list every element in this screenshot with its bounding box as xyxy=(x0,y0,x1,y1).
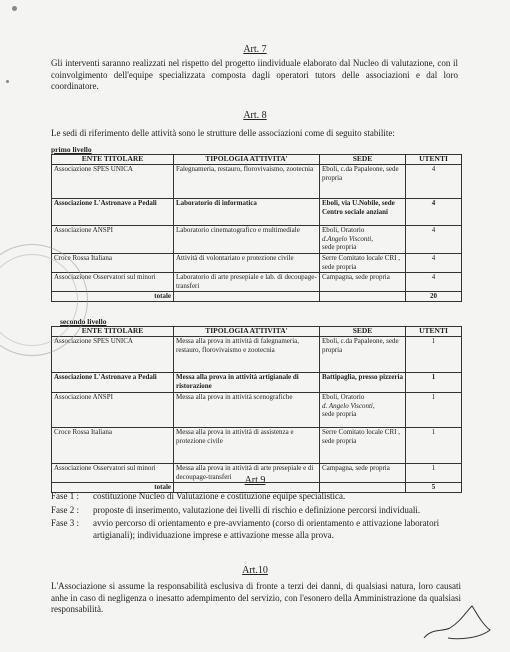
table-secondo-livello xyxy=(51,326,462,493)
cell-tipologia: Attività di volontariato e protezione civile xyxy=(174,254,320,273)
cell-utenti: 4 xyxy=(406,199,462,226)
art9-title: Art.9 xyxy=(244,475,266,486)
art10-title: Art.10 xyxy=(242,565,268,576)
cell-tipologia: Laboratorio cinematografico e multimediale xyxy=(174,226,320,254)
cell-utenti: 1 xyxy=(406,464,462,483)
col-header-ente: ENTE TITOLARE xyxy=(52,155,174,165)
cell-tipologia: Messa alla prova in attività scenografiche xyxy=(174,393,320,428)
table-row xyxy=(52,273,462,292)
table-header-row xyxy=(52,327,462,337)
cell-utenti: 4 xyxy=(406,165,462,199)
art8-intro: Le sedi di riferimento delle attività sono le strutture delle associazioni come di seguito stabilite: xyxy=(51,128,395,138)
fase-item xyxy=(51,505,471,517)
table-header-row xyxy=(52,155,462,165)
col-header-utenti: UTENTI xyxy=(406,155,462,165)
col-header-tipologia: TIPOLOGIA ATTIVITA' xyxy=(174,155,320,165)
fase-item xyxy=(51,518,471,541)
cell-tipologia: Messa alla prova in attività di assistenza e protezione civile xyxy=(174,428,320,464)
table-row xyxy=(52,337,462,373)
cell-ente: Associazione Osservatori sul minori xyxy=(52,464,174,483)
sede-tail: sede propria xyxy=(322,243,357,252)
cell-ente: Associazione ANSPI xyxy=(52,393,174,428)
col-header-tipologia: TIPOLOGIA ATTIVITA' xyxy=(174,327,320,337)
cell-sede: Campagna, sede propria xyxy=(320,464,406,483)
sede-italic: d.Angelo Visconti, xyxy=(322,234,373,243)
art8-title: Art. 8 xyxy=(243,110,267,121)
cell-utenti: 1 xyxy=(406,428,462,464)
cell-ente: Associazione Osservatori sul minori xyxy=(52,273,174,292)
cell-sede: Serre Comitato locale CRI , sede propria xyxy=(320,428,406,464)
cell-ente: Associazione L'Astronave a Pedali xyxy=(52,199,174,226)
cell-tipologia: Falegnameria, restauro, florovivaismo, zootecnia xyxy=(174,165,320,199)
fase-item xyxy=(51,491,471,503)
level2-label: secondo livello xyxy=(60,317,107,326)
sede-tail: sede propria xyxy=(322,410,357,419)
fasi-list xyxy=(51,491,471,541)
cell-utenti: 1 xyxy=(406,393,462,428)
cell-sede: Campagna, sede propria xyxy=(320,273,406,292)
fase-label: Fase 2 : xyxy=(51,504,79,515)
cell-tipologia: Messa alla prova in attività di arte presepiale e di decoupage-transferi xyxy=(174,464,320,483)
col-header-ente: ENTE TITOLARE xyxy=(52,327,174,337)
cell-utenti: 4 xyxy=(406,254,462,273)
table-row xyxy=(52,254,462,273)
table-primo-livello xyxy=(51,154,462,302)
cell-utenti: 4 xyxy=(406,226,462,254)
sede-plain: Eboli, Oratorio xyxy=(322,226,365,234)
art7-paragraph: Gli interventi saranno realizzati nel rispetto del progetto iindividuale elaborato dal Nucleo di valutazione, con il coinvolgimento dell'equipe specializzata composta dagli operatori tutors delle associazioni e dal loro coordinatore. xyxy=(51,58,458,91)
cell-sede: Eboli, c.da Papaleone, sede propria xyxy=(320,337,406,373)
cell-sede: Battipaglia, presso pizzeria xyxy=(320,373,406,393)
sede-italic: d. Angelo Visconti, xyxy=(322,401,375,410)
empty-cell xyxy=(174,292,320,302)
col-header-utenti: UTENTI xyxy=(406,327,462,337)
cell-sede: Eboli, via U.Nobile, sede Centro sociale anziani xyxy=(320,199,406,226)
cell-tipologia: Laboratorio di arte presepiale e lab. di decoupage-transferi xyxy=(174,273,320,292)
table-row xyxy=(52,226,462,254)
fase-label: Fase 3 : xyxy=(51,518,79,528)
art10-paragraph: L'Associazione si assume la responsabilità esclusiva di fronte a terzi dei danni, di qualsiasi natura, loro causati anhe in caso di negligenza o inesatto adempimento del servizio, con l'esonero della Amministrazione da qualsiasi responsabilità. xyxy=(51,581,461,614)
fase-label: Fase 1 : xyxy=(51,491,79,501)
col-header-sede: SEDE xyxy=(320,327,406,337)
cell-ente: Associazione L'Astronave a Pedali xyxy=(52,373,174,393)
level1-label: primo livello xyxy=(51,145,92,154)
cell-ente: Associazione SPES UNICA xyxy=(52,337,174,373)
total-label: totale xyxy=(52,292,174,302)
art7-title: Art. 7 xyxy=(243,44,267,55)
scan-speck-icon xyxy=(6,80,9,83)
cell-sede: Eboli, c.da Papaleone, sede propria xyxy=(320,165,406,199)
sede-plain: Eboli, Oratorio xyxy=(322,393,365,401)
cell-tipologia: Laboratorio di informatica xyxy=(174,199,320,226)
total-label: totale xyxy=(52,483,174,493)
total-value: 20 xyxy=(406,292,462,302)
table-row xyxy=(52,199,462,226)
table-total-row xyxy=(52,292,462,302)
col-header-sede: SEDE xyxy=(320,155,406,165)
table-row xyxy=(52,373,462,393)
fase-text: proposte di inserimento, valutazione dei livelli di rischio e definizione percorsi individuali. xyxy=(93,504,421,515)
fase-text: costituzione Nucleo di Valutazione e costituzione equipe specialistica. xyxy=(93,491,346,501)
cell-tipologia: Messa alla prova in attività artigianale di ristorazione xyxy=(174,373,320,393)
table-row xyxy=(52,393,462,428)
signature-scribble-icon xyxy=(420,598,495,648)
cell-sede: Serre Comitato locale CRI , sede propria xyxy=(320,254,406,273)
table-row xyxy=(52,428,462,464)
cell-utenti: 4 xyxy=(406,273,462,292)
cell-utenti: 1 xyxy=(406,373,462,393)
table-row xyxy=(52,165,462,199)
cell-utenti: 1 xyxy=(406,337,462,373)
fase-text: avvio percorso di orientamento e pre-avviamento (corso di orientamento e attivazione laboratori artigianali); individuazione imprese e attivazione messe alla prova. xyxy=(93,518,440,540)
cell-sede xyxy=(320,226,406,254)
cell-ente: Croce Rossa Italiana xyxy=(52,428,174,464)
total-value: 5 xyxy=(406,483,462,493)
scan-speck-icon xyxy=(12,6,17,11)
empty-cell xyxy=(320,292,406,302)
cell-sede xyxy=(320,393,406,428)
cell-ente: Croce Rossa Italiana xyxy=(52,254,174,273)
cell-ente: Associazione ANSPI xyxy=(52,226,174,254)
cell-tipologia: Messa alla prova in attività di falegnameria, restauro, florovivaismo e zootecnia xyxy=(174,337,320,373)
cell-ente: Associazione SPES UNICA xyxy=(52,165,174,199)
